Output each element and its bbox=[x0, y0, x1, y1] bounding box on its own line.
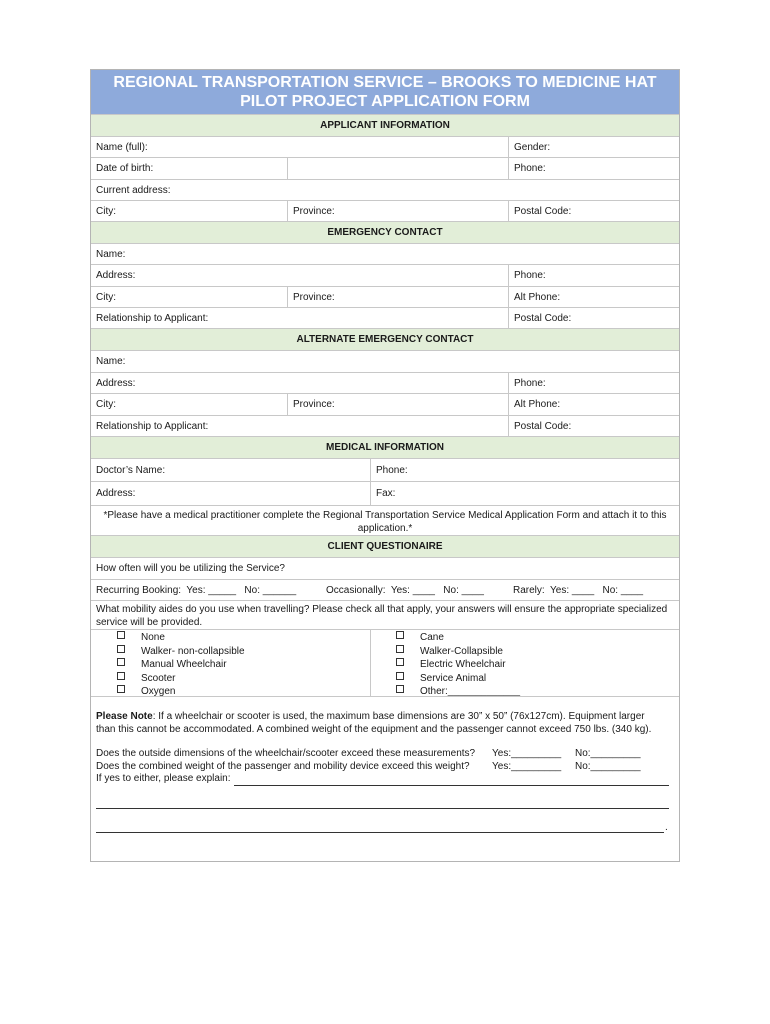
alternate-address-field[interactable]: Address: bbox=[96, 378, 136, 389]
checkbox-icon[interactable] bbox=[396, 685, 404, 693]
checkbox-icon[interactable] bbox=[396, 631, 404, 639]
alternate-alt-phone-field[interactable]: Alt Phone: bbox=[508, 394, 679, 415]
checkbox-icon[interactable] bbox=[396, 658, 404, 666]
option-label: None bbox=[141, 632, 165, 643]
applicant-dob-label: Date of birth: bbox=[96, 163, 154, 174]
form-title-line1: REGIONAL TRANSPORTATION SERVICE – BROOKS TO MEDICINE HAT bbox=[113, 74, 657, 91]
alternate-province-field[interactable]: Province: bbox=[287, 394, 508, 415]
explain-line-3[interactable] bbox=[96, 832, 664, 833]
checkbox-icon[interactable] bbox=[396, 645, 404, 653]
checkbox-icon[interactable] bbox=[396, 672, 404, 680]
alternate-relationship-field[interactable]: Relationship to Applicant: bbox=[96, 421, 209, 432]
emergency-address-field[interactable]: Address: bbox=[96, 270, 136, 281]
emergency-city-field[interactable]: City: bbox=[96, 292, 116, 303]
applicant-city-field[interactable]: City: bbox=[96, 206, 116, 217]
option-label: Manual Wheelchair bbox=[141, 659, 227, 671]
medical-address-row bbox=[91, 481, 679, 505]
applicant-province-field[interactable]: Province: bbox=[287, 201, 508, 221]
emergency-address-row bbox=[91, 264, 679, 286]
alternate-name-row bbox=[91, 350, 679, 372]
doctor-fax-field[interactable]: Fax: bbox=[370, 482, 679, 505]
emergency-name-row bbox=[91, 243, 679, 264]
mobility-options-right bbox=[396, 631, 520, 699]
section-emergency-contact: EMERGENCY CONTACT bbox=[91, 221, 679, 243]
option-label: Oxygen bbox=[141, 686, 176, 698]
applicant-gender-field[interactable]: Gender: bbox=[508, 137, 679, 157]
checkbox-icon[interactable] bbox=[117, 631, 125, 639]
applicant-dob-field[interactable] bbox=[287, 158, 508, 179]
doctor-address-field[interactable]: Address: bbox=[96, 488, 136, 499]
section-alternate-emergency-contact: ALTERNATE EMERGENCY CONTACT bbox=[91, 328, 679, 350]
mobility-right-option[interactable] bbox=[396, 672, 520, 686]
doctor-name-field[interactable]: Doctor’s Name: bbox=[96, 465, 166, 476]
weight-yes-field[interactable]: Yes:_________ bbox=[492, 761, 562, 772]
option-label: Service Animal bbox=[420, 672, 487, 684]
alternate-name-field[interactable]: Name: bbox=[96, 356, 126, 367]
mobility-right-option[interactable] bbox=[396, 631, 520, 645]
explain-label: If yes to either, please explain: bbox=[96, 773, 231, 784]
please-note-line1: Please Note: If a wheelchair or scooter is used, the maximum base dimensions are 30” x 50” (76x127cm). Equipment larger bbox=[96, 711, 645, 722]
doctor-phone-field[interactable]: Phone: bbox=[370, 459, 679, 481]
occasionally-field[interactable]: Occasionally: Yes: ____ No: ____ bbox=[326, 585, 484, 596]
form-title bbox=[91, 70, 679, 114]
option-label: Cane bbox=[420, 632, 444, 643]
explain-line-1[interactable] bbox=[234, 785, 669, 786]
mobility-right-option[interactable] bbox=[396, 645, 520, 659]
weight-question: Does the combined weight of the passenger and mobility device exceed this weight? bbox=[96, 761, 470, 772]
weight-no-field[interactable]: No:_________ bbox=[575, 761, 641, 772]
emergency-relationship-row bbox=[91, 307, 679, 328]
emergency-phone-field[interactable]: Phone: bbox=[508, 265, 679, 286]
rarely-field[interactable]: Rarely: Yes: ____ No: ____ bbox=[513, 585, 644, 596]
checkbox-icon[interactable] bbox=[117, 672, 125, 680]
please-note-label: Please Note bbox=[96, 711, 153, 722]
explain-line-2[interactable] bbox=[96, 808, 669, 809]
applicant-postal-field[interactable]: Postal Code: bbox=[508, 201, 679, 221]
applicant-address-field[interactable]: Current address: bbox=[96, 185, 171, 196]
dimension-question: Does the outside dimensions of the wheelchair/scooter exceed these measurements? bbox=[96, 748, 476, 759]
section-medical-information: MEDICAL INFORMATION bbox=[91, 436, 679, 458]
dimension-no-field[interactable]: No:_________ bbox=[575, 748, 641, 759]
alternate-city-row bbox=[91, 393, 679, 415]
usage-question-row bbox=[91, 557, 679, 579]
emergency-name-field[interactable]: Name: bbox=[96, 249, 126, 260]
mobility-question-row bbox=[91, 600, 679, 629]
applicant-name-field[interactable]: Name (full): bbox=[96, 142, 148, 153]
alternate-address-row bbox=[91, 372, 679, 393]
medical-form-note: *Please have a medical practitioner complete the Regional Transportation Service Medical Application Form and attach it to this application.* bbox=[91, 505, 679, 535]
alternate-relationship-row bbox=[91, 415, 679, 436]
explain-end-period: . bbox=[665, 822, 668, 833]
mobility-left-option[interactable] bbox=[117, 631, 245, 645]
mobility-left-option[interactable] bbox=[117, 645, 245, 659]
option-label: Scooter bbox=[141, 672, 176, 684]
emergency-alt-phone-field[interactable]: Alt Phone: bbox=[508, 287, 679, 307]
emergency-relationship-field[interactable]: Relationship to Applicant: bbox=[96, 313, 209, 324]
mobility-options-left bbox=[117, 631, 245, 699]
checkbox-icon[interactable] bbox=[117, 658, 125, 666]
option-label: Walker-Collapsible bbox=[420, 645, 503, 657]
applicant-city-row bbox=[91, 200, 679, 221]
emergency-postal-field[interactable]: Postal Code: bbox=[508, 308, 679, 328]
applicant-address-row bbox=[91, 179, 679, 200]
applicant-dob-row bbox=[91, 157, 679, 179]
section-applicant-information: APPLICANT INFORMATION bbox=[91, 114, 679, 136]
please-note-line2: than this cannot be accommodated. A combined weight of the equipment and the passenger cannot exceed 750 lbs. (340 kg). bbox=[96, 724, 652, 735]
dimension-yes-field[interactable]: Yes:_________ bbox=[492, 748, 562, 759]
option-label: Other:_____________ bbox=[420, 686, 521, 698]
recurring-booking-field[interactable]: Recurring Booking: Yes: _____ No: ______ bbox=[96, 585, 297, 596]
usage-question: How often will you be utilizing the Service? bbox=[96, 563, 285, 574]
applicant-phone-field[interactable]: Phone: bbox=[508, 158, 679, 179]
mobility-options-divider bbox=[370, 630, 371, 696]
usage-frequency-row bbox=[91, 579, 679, 600]
emergency-city-row bbox=[91, 286, 679, 307]
checkbox-icon[interactable] bbox=[117, 645, 125, 653]
alternate-city-field[interactable]: City: bbox=[96, 399, 116, 410]
mobility-left-option[interactable] bbox=[117, 658, 245, 672]
section-client-questionaire: CLIENT QUESTIONAIRE bbox=[91, 535, 679, 557]
applicant-name-row bbox=[91, 136, 679, 157]
alternate-phone-field[interactable]: Phone: bbox=[508, 373, 679, 393]
mobility-right-option[interactable] bbox=[396, 658, 520, 672]
option-label: Walker- non-collapsible bbox=[141, 645, 245, 657]
mobility-left-option[interactable] bbox=[117, 672, 245, 686]
application-form bbox=[90, 69, 680, 862]
options-bottom-border bbox=[91, 696, 679, 697]
option-label: Electric Wheelchair bbox=[420, 659, 506, 671]
emergency-province-field[interactable]: Province: bbox=[287, 287, 508, 307]
checkbox-icon[interactable] bbox=[117, 685, 125, 693]
mobility-question: What mobility aides do you use when travelling? Please check all that apply, your answers will ensure the appropriate specialized service will be provided. bbox=[96, 604, 668, 628]
alternate-postal-field[interactable]: Postal Code: bbox=[508, 416, 679, 436]
medical-doctor-row bbox=[91, 458, 679, 481]
form-title-line2: PILOT PROJECT APPLICATION FORM bbox=[240, 93, 530, 110]
